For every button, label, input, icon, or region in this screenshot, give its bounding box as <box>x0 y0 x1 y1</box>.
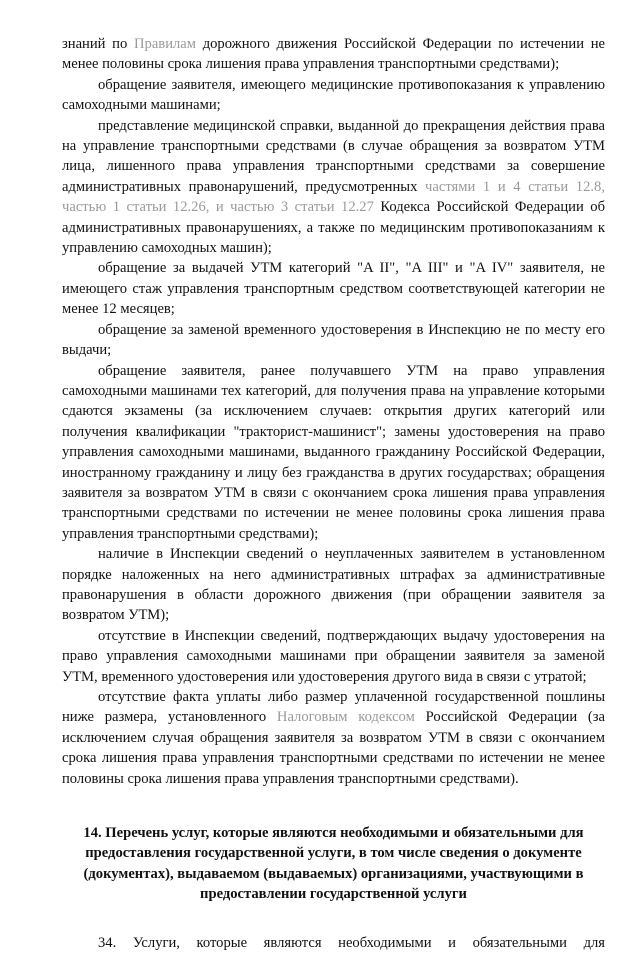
paragraph-6: обращение заявителя, ранее получавшего УТМ на право управления самоходными машинами тех категорий, для получения права на управление которыми сдаются экзамены (за исключением случаев: открытия других категорий или получения квалификации "тракторист-машинист"; замены удостоверения на право управления самоходными машинами, выданного гражданину Российской Федерации, иностранному гражданину и лицу без гражданства в других государствах; обращения заявителя за возвратом УТМ в связи с окончанием срока лишения права управления транспортными средствами по истечении не менее половины срока лишения права управления транспортными средствами); <box>62 362 605 542</box>
text-segment: Российской Федерации (за исключением случая обращения заявителя за возвратом УТМ в связи с окончанием срока лишения права управления транспортными средствами по истечении не менее половины срока лишения права управления транспортными средствами). <box>62 709 606 787</box>
paragraph-9 <box>62 687 605 789</box>
text-segment: дорожного движения Российской Федерации по истечении не менее половины срока лишения права управления транспортными средствами); <box>62 36 605 73</box>
hyperlink-articles[interactable]: частями 1 и 4 статьи 12.8, частью 1 статьи 12.26, и частью 3 статьи 12.27 <box>62 178 605 216</box>
text-segment: отсутствие факта уплаты либо размер уплаченной государственной пошлины ниже размера, установленного <box>62 689 605 726</box>
paragraph-34-start: 34. Услуги, которые являются необходимыми и обязательными для <box>98 934 605 951</box>
paragraph-3 <box>62 116 605 259</box>
text-segment: представление медицинской справки, выданной до прекращения действия права на управление транспортными средствами (в случае обращения за возвратом УТМ лица, лишенного права управления транспортными средствами за совершение административных правонарушений, предусмотренных <box>62 117 605 195</box>
hyperlink-rules[interactable]: Правилам <box>133 36 196 52</box>
paragraph-5: обращение за заменой временного удостоверения в Инспекцию не по месту его выдачи; <box>62 321 605 359</box>
paragraph-2: обращение заявителя, имеющего медицинские противопоказания к управлению самоходными машинами; <box>62 76 605 114</box>
paragraph-1 <box>62 34 605 75</box>
hyperlink-tax-code[interactable]: Налоговым кодексом <box>276 709 415 726</box>
section-heading: 14. Перечень услуг, которые являются необходимыми и обязательными для предоставления государственной услуги, в том числе сведения о документе (документах), выдаваемом (выдаваемых) организациями, участвующими в предоставлении государственной услуги <box>83 825 584 903</box>
text-segment: Кодекса Российской Федерации об административных правонарушениях, а также по медицинским противопоказаниям к управлению самоходных машин); <box>62 199 605 257</box>
text-segment: знаний по <box>62 36 134 52</box>
paragraph-8: отсутствие в Инспекции сведений, подтверждающих выдачу удостоверения на право управления самоходными машинами при обращении заявителя за заменой УТМ, временного удостоверения или удостоверения другого вида в связи с утратой; <box>62 627 605 685</box>
paragraph-4: обращение за выдачей УТМ категорий "A II", "A III" и "A IV" заявителя, не имеющего стаж управления транспортным средством соответствующей категории не менее 12 месяцев; <box>62 260 605 318</box>
paragraph-7: наличие в Инспекции сведений о неуплаченных заявителем в установленном порядке наложенных на него административных штрафах за административные правонарушения в области дорожного движения (при обращении заявителя за возвратом УТМ); <box>62 546 605 624</box>
